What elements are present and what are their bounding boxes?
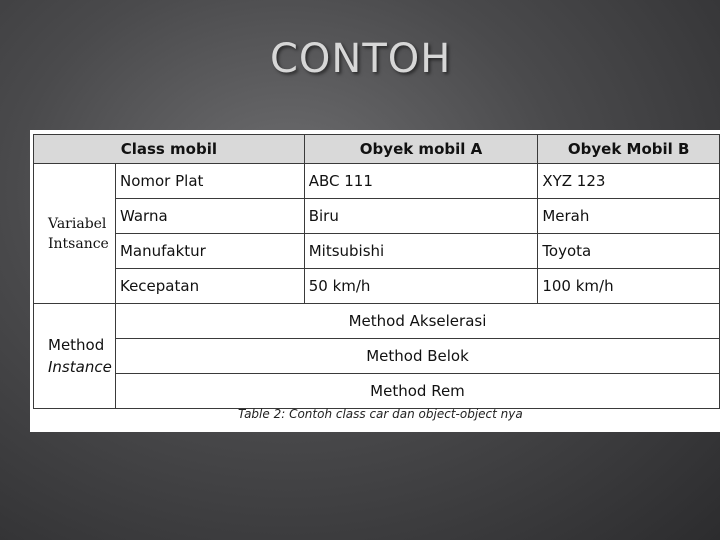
header-class: Class mobil — [34, 135, 305, 164]
row-value-a: ABC 111 — [304, 164, 538, 199]
row-name: Warna — [115, 199, 304, 234]
class-object-table — [33, 134, 720, 409]
table-row — [34, 234, 720, 269]
row-value-a: Mitsubishi — [304, 234, 538, 269]
row-value-b: 100 km/h — [538, 269, 720, 304]
row-name: Kecepatan — [115, 269, 304, 304]
method-group-label: Method Instance — [34, 304, 116, 409]
method-akselerasi: Method Akselerasi — [115, 304, 719, 339]
row-name: Nomor Plat — [115, 164, 304, 199]
row-value-b: Merah — [538, 199, 720, 234]
header-object-a: Obyek mobil A — [304, 135, 538, 164]
row-value-b: Toyota — [538, 234, 720, 269]
row-value-b: XYZ 123 — [538, 164, 720, 199]
slide-title: CONTOH — [270, 36, 452, 82]
table-header-row — [34, 135, 720, 164]
table-figure — [30, 130, 720, 432]
method-row — [34, 304, 720, 339]
header-object-b: Obyek Mobil B — [538, 135, 720, 164]
method-row — [34, 339, 720, 374]
table-caption: Table 2: Contoh class car dan object-object nya — [238, 407, 523, 421]
table-row — [34, 269, 720, 304]
table-row — [34, 164, 720, 199]
row-name: Manufaktur — [115, 234, 304, 269]
row-value-a: Biru — [304, 199, 538, 234]
variable-group-label: Variabel Intsance — [34, 164, 116, 304]
method-rem: Method Rem — [115, 374, 719, 409]
row-value-a: 50 km/h — [304, 269, 538, 304]
method-belok: Method Belok — [115, 339, 719, 374]
method-row — [34, 374, 720, 409]
table-row — [34, 199, 720, 234]
